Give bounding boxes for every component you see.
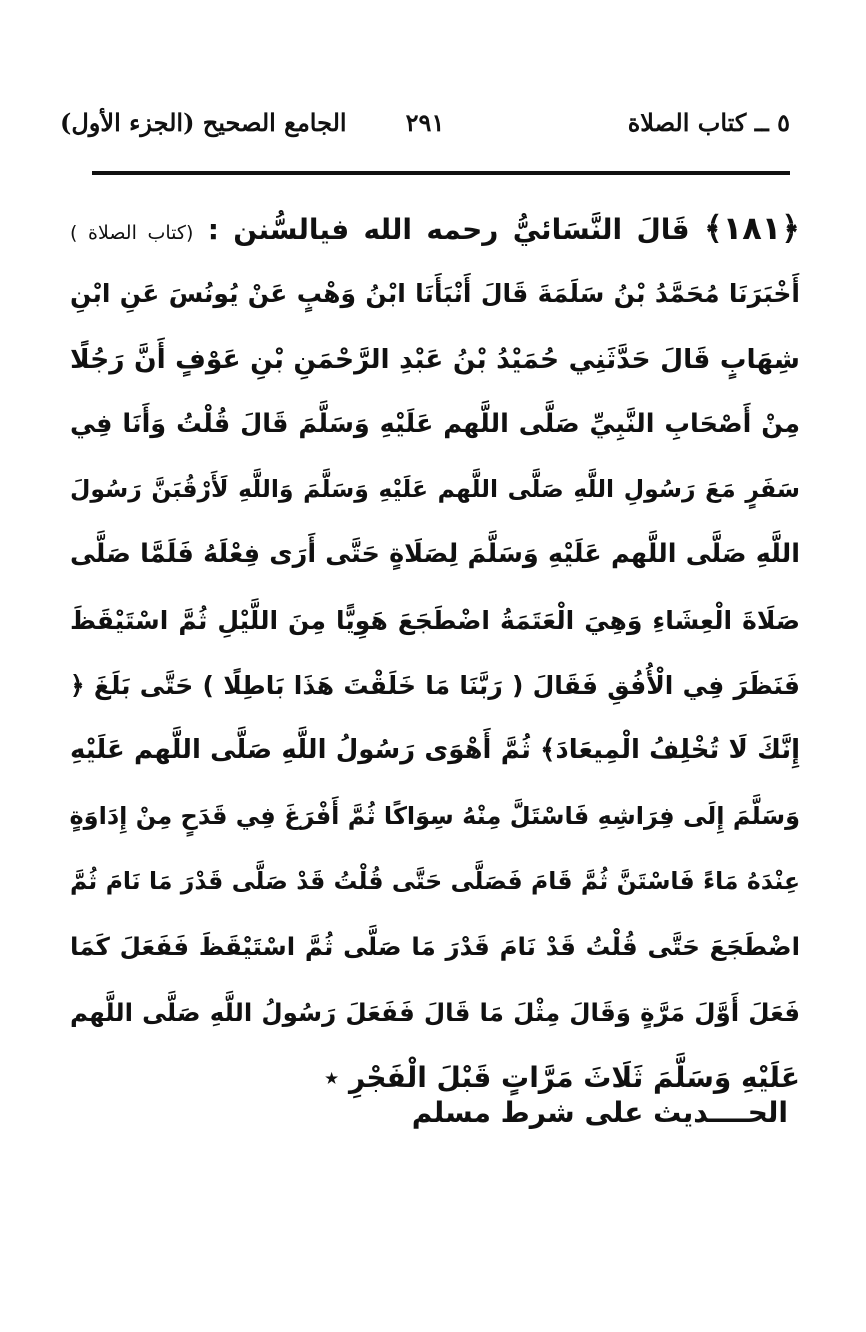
header-rule (92, 171, 790, 175)
hadith-grading: الحــــديث على شرط مسلم (411, 1096, 788, 1129)
chapter-title: ٥ ــ كتاب الصلاة (627, 108, 790, 137)
text-line: فَعَلَ أَوَّلَ مَرَّةٍ وَقَالَ مِثْلَ مَا قَالَ فَفَعَلَ رَسُولُ اللَّهِ صَلَّى اللَّهم (70, 997, 800, 1027)
hadith-number: ﴿١٨١﴾ (703, 209, 801, 247)
text-line: اللَّهِ صَلَّى اللَّهم عَلَيْهِ وَسَلَّمَ لِصَلَاةٍ حَتَّى أَرَى فِعْلَهُ فَلَمَّا صَلَّى (70, 539, 800, 570)
source-reference: (كتاب الصلاة ) (70, 222, 194, 244)
text-line: اضْطَجَعَ حَتَّى قُلْتُ قَدْ نَامَ قَدْرَ مَا صَلَّى ثُمَّ اسْتَيْقَظَ فَفَعَلَ كَمَا (70, 932, 800, 962)
text-line: سَفَرٍ مَعَ رَسُولِ اللَّهِ صَلَّى اللَّهم عَلَيْهِ وَسَلَّمَ وَاللَّهِ لَأَرْقُبَنَّ رَسُولَ (70, 475, 800, 504)
text-line: إِنَّكَ لَا تُخْلِفُ الْمِيعَادَ﴾ ثُمَّ أَهْوَى رَسُولُ اللَّهِ صَلَّى اللَّهم عَلَيْهِ (70, 735, 800, 766)
book-title: الجامع الصحيح (الجزء الأول) (60, 108, 347, 137)
text-line: مِنْ أَصْحَابِ النَّبِيِّ صَلَّى اللَّهم عَلَيْهِ وَسَلَّمَ قَالَ قُلْتُ وَأَنَا فِي (70, 408, 800, 439)
text-line: وَسَلَّمَ إِلَى فِرَاشِهِ فَاسْتَلَّ مِنْهُ سِوَاكًا ثُمَّ أَفْرَغَ فِي قَدَحٍ مِنْ إِدَاوَةٍ (69, 801, 800, 830)
text-line-final: عَلَيْهِ وَسَلَّمَ ثَلَاثَ مَرَّاتٍ قَبْلَ الْفَجْرِ ٭ (323, 1060, 800, 1094)
text-line: شِهَابٍ قَالَ حَدَّثَنِي حُمَيْدُ بْنُ عَبْدِ الرَّحْمَنِ بْنِ عَوْفٍ أَنَّ رَجُلًا (70, 343, 800, 375)
hadith-heading-line (70, 196, 800, 261)
text-line: أَخْبَرَنَا مُحَمَّدُ بْنُ سَلَمَةَ قَالَ أَنْبَأَنَا ابْنُ وَهْبٍ عَنْ يُونُسَ عَنِ ابْنِ (70, 279, 800, 309)
text-line: عِنْدَهُ مَاءً فَاسْتَنَّ ثُمَّ قَامَ فَصَلَّى حَتَّى قُلْتُ قَدْ صَلَّى قَدْرَ مَا نَامَ ثُمَّ (70, 866, 800, 895)
running-head (60, 108, 790, 152)
page-number: ٢٩١ (405, 108, 445, 137)
text-line: فَنَظَرَ فِي الْأُفُقِ فَقَالَ ( رَبَّنَا مَا خَلَقْتَ هَذَا بَاطِلًا ) حَتَّى بَلَغَ ﴿ (70, 671, 800, 701)
text-line: صَلَاةَ الْعِشَاءِ وَهِيَ الْعَتَمَةُ اضْطَجَعَ هَوِيًّا مِنَ اللَّيْلِ ثُمَّ اسْتَيْقَظَ (70, 605, 800, 635)
hadith-text (70, 196, 800, 1110)
hadith-intro: قَالَ النَّسَائيُّ رحمه الله فيالسُّنن : (207, 213, 690, 246)
